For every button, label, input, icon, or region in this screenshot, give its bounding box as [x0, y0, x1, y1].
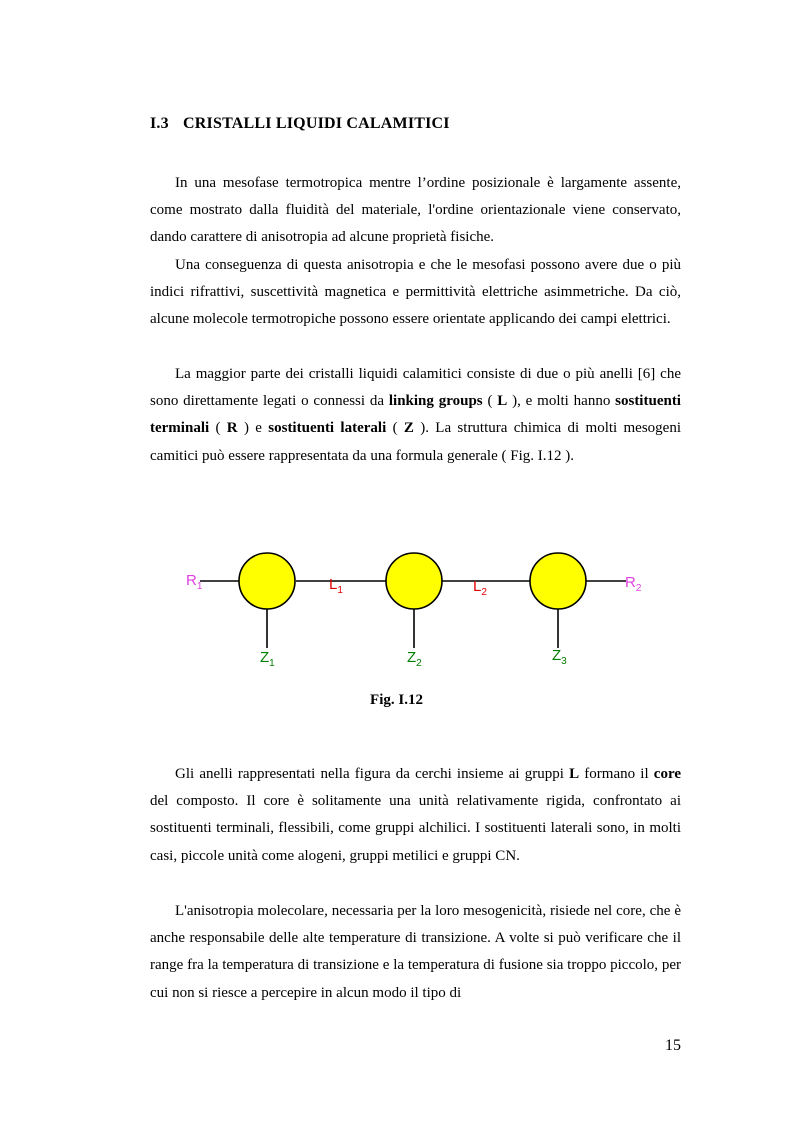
bold-symbol-L: L — [569, 766, 580, 782]
page-number: 15 — [665, 1037, 681, 1054]
label-Z1: $Z_1$ — [260, 649, 275, 669]
text-run: ) e — [237, 420, 269, 437]
label-R2: $R_2$ — [625, 574, 642, 594]
text-run: Gli anelli rappresentati nella figura da cerchi insieme ai gruppi — [175, 766, 570, 782]
ring-1 — [239, 553, 295, 609]
paragraph-5: L'anisotropia molecolare, necessaria per la loro mesogenicità, risiede nel core, che è anche responsabile delle alte temperature di transizione. A volte si può verificare che il range fra la temperatura di transizione e la temperatura di fusione sia troppo piccolo, per cui non si riesce a percepire in alcun modo il tipo di — [150, 903, 681, 1001]
paragraph-4 — [150, 761, 681, 870]
bold-term-linking-groups: linking groups — [388, 393, 483, 410]
bold-term-sostituenti-terminali: sostituenti terminali — [150, 393, 681, 437]
label-Z2: $Z_2$ — [407, 649, 422, 669]
label-Z3: $Z_3$ — [552, 647, 567, 667]
text-run: ( — [386, 420, 404, 437]
text-run: formano il — [579, 766, 654, 782]
ring-3 — [530, 553, 586, 609]
label-R1: $R_1$ — [186, 572, 203, 592]
text-run: La maggior parte dei cristalli liquidi calamitici consiste di due o più anelli [6] che sono direttamente legati o connessi da — [150, 366, 681, 410]
text-run: ( — [209, 420, 227, 437]
bold-symbol-Z: Z — [403, 420, 414, 437]
molecule-diagram — [150, 540, 681, 675]
bold-symbol-R: R — [226, 420, 238, 437]
text-run: ), e molti hanno — [507, 393, 616, 410]
paragraph-2: Una conseguenza di questa anisotropia e che le mesofasi possono avere due o più indici rifrattivi, suscettività magnetica e permittività elettriche asimmetriche. Da ciò, alcune molecole termotropiche possono essere orientate applicando dei campi elettrici. — [150, 257, 681, 328]
paragraph-1: In una mesofase termotropica mentre l’ordine posizionale è largamente assente, come mostrato dalla fluidità del materiale, l'ordine orientazionale viene conservato, dando carattere di anisotropia ad alcune proprietà fisiche. — [150, 175, 681, 246]
section-number: I.3 — [150, 115, 169, 132]
molecule-diagram-svg — [150, 540, 681, 675]
ring-2 — [386, 553, 442, 609]
section-heading — [150, 115, 450, 133]
bold-term-sostituenti-laterali: sostituenti laterali — [268, 420, 387, 437]
text-run: ). La struttura chimica di molti mesogeni camitici può essere rappresentata da una formula generale ( Fig. I.12 ). — [150, 420, 682, 464]
paragraph-3 — [150, 361, 681, 470]
label-L1: $L_1$ — [329, 576, 343, 596]
text-run: del composto. Il core è solitamente una unità relativamente rigida, confrontato ai sostituenti terminali, flessibili, come gruppi alchilici. I sostituenti laterali sono, in molti casi, piccole unità come alogeni, gruppi metilici e gruppi CN. — [150, 793, 681, 864]
bold-symbol-L: L — [497, 393, 508, 410]
label-L2: $L_2$ — [473, 578, 487, 598]
text-run: ( — [482, 393, 498, 410]
bold-term-core: core — [653, 766, 681, 782]
figure-caption: Fig. I.12 — [370, 692, 423, 708]
section-title: CRISTALLI LIQUIDI CALAMITICI — [183, 115, 450, 132]
